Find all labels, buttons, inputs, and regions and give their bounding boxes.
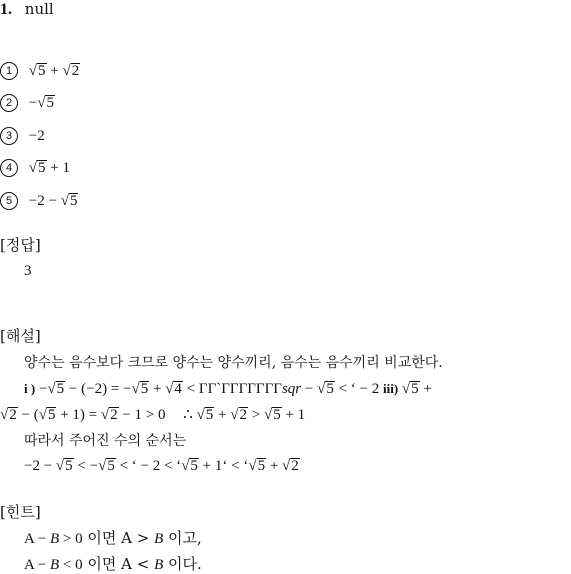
choice-text-2: −√5 [28,95,54,111]
explanation-line-1: 양수는 음수보다 크므로 양수는 양수끼리, 음수는 음수끼리 비교한다. [24,355,443,371]
choice-marker-1: 1 [0,62,18,80]
hint-heading: [힌트] [0,503,41,521]
explanation-heading: [해설] [0,327,41,345]
choice-marker-3: 3 [0,127,18,145]
choice-3[interactable] [0,126,45,145]
hint-line-1: A − B > 0 이면 A > B 이고, [24,529,202,547]
question-header [0,0,54,19]
hint-line-2-end: 이다. [168,555,202,573]
choice-marker-4: 4 [0,159,18,177]
answer-value: 3 [24,263,32,279]
explanation-conclusion: 따라서 주어진 수의 순서는 [24,433,187,449]
explanation-line-3: √2 − (√5 + 1) = √2 − 1 > 0 ∴ √5 + √2 > √5 + 1 [0,407,306,423]
hint-line-1-mid: 이면 A > [87,529,150,547]
garbled-text: ΓΓ`ΓΓΓΓΓΓΓ [198,381,282,397]
choice-text-3: −2 [28,128,45,144]
choice-text-5: −2 − √5 [28,193,78,209]
hint-line-2: A − B < 0 이면 A < B 이다. [24,555,202,573]
choice-1[interactable] [0,61,80,80]
hint-line-2-mid: 이면 A < [87,555,150,573]
choice-4[interactable] [0,158,70,177]
choice-marker-5: 5 [0,192,18,210]
choice-2[interactable] [0,93,55,112]
question-number: 1. [0,1,12,18]
roman-i: i ) [24,381,36,396]
sqr-text: sqr [281,381,302,397]
choice-text-1: √5 + √2 [28,63,80,79]
hint-line-1-end: 이고, [168,529,202,547]
choice-text-4: √5 + 1 [28,160,70,176]
choice-5[interactable] [0,191,78,210]
explanation-order: −2 − √5 < −√5 < ‘ − 2 < ‘√5 + 1‘ < ‘√5 + √2 [24,458,299,474]
roman-iii: iii) [383,381,399,396]
therefore-symbol: ∴ [183,407,193,423]
question-stem: null [24,0,54,18]
answer-heading: [정답] [0,236,41,254]
choice-marker-2: 2 [0,94,18,112]
explanation-line-2: i ) −√5 − (−2) = −√5 + √4 < ΓΓ`ΓΓΓΓΓΓΓsqr − √5 < ‘ − 2 iii) √5 + [24,381,432,397]
